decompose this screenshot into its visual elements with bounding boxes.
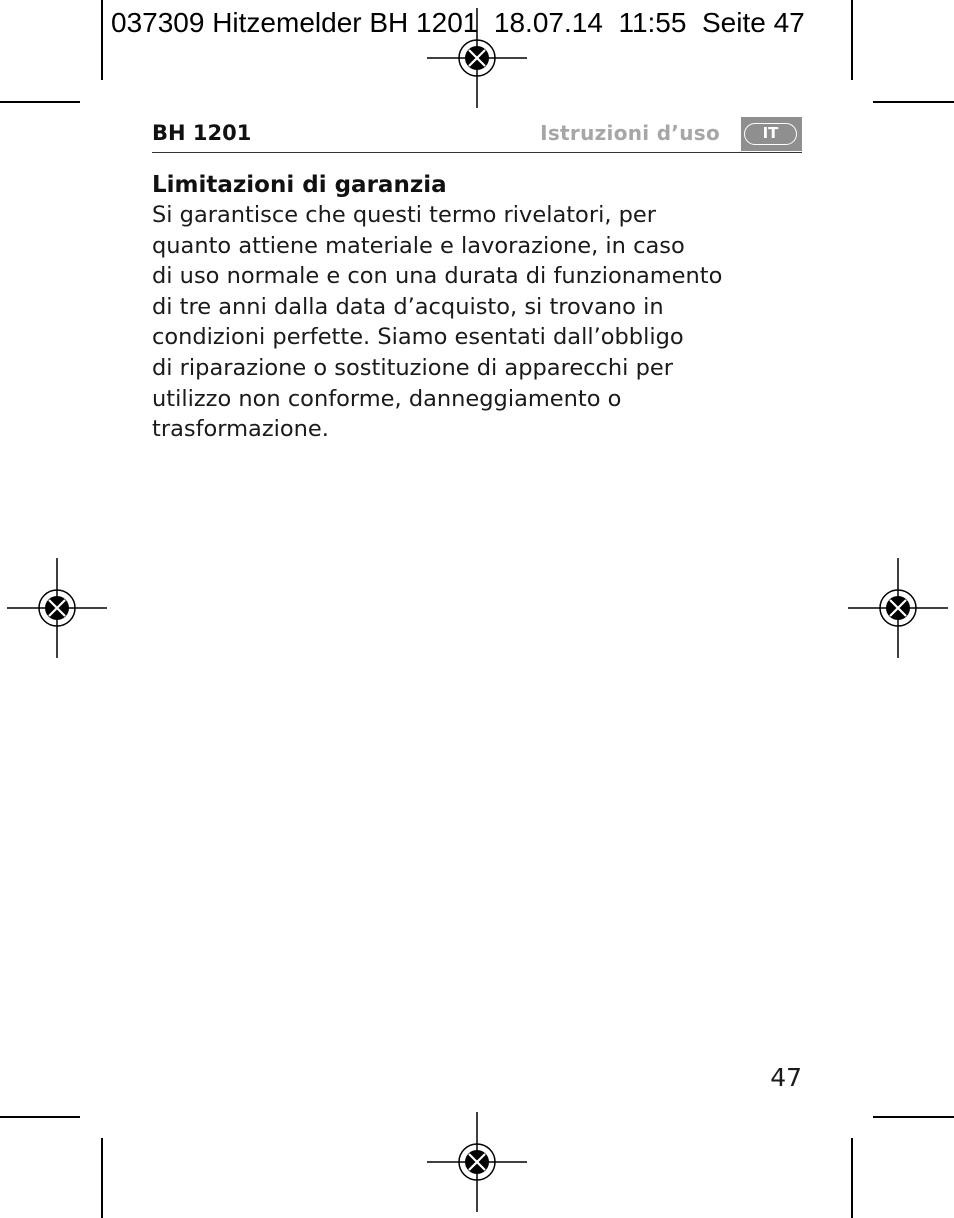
paragraph-line: utilizzo non conforme, danneggiamento o	[152, 385, 622, 412]
warranty-paragraph	[152, 200, 852, 445]
crop-mark-top-right-vertical	[851, 0, 853, 80]
running-header	[152, 118, 802, 153]
crop-mark-bottom-right-horizontal	[873, 1116, 954, 1118]
crop-mark-top-right-horizontal	[873, 101, 954, 103]
crop-mark-top-left-vertical	[101, 0, 103, 80]
crop-mark-bottom-left-horizontal	[0, 1116, 80, 1118]
paragraph-line: di riparazione o sostituzione di apparecchi per	[152, 354, 673, 381]
language-tab	[741, 117, 802, 151]
print-slug: 037309 Hitzemelder BH 1201 18.07.14 11:55 Seite 47	[111, 7, 805, 38]
registration-target-icon	[7, 558, 107, 658]
paragraph-line: trasformazione.	[152, 416, 329, 443]
paragraph-line: Si garantisce che questi termo rivelatori, per	[152, 202, 656, 228]
crop-mark-bottom-left-vertical	[101, 1138, 103, 1218]
registration-target-icon	[427, 1112, 527, 1212]
paragraph-line: di uso normale e con una durata di funzionamento	[152, 263, 723, 290]
model-name: BH 1201	[152, 121, 252, 145]
page-number: 47	[770, 1063, 802, 1092]
registration-target-icon	[427, 8, 527, 108]
section-title: Istruzioni d’uso	[540, 121, 720, 145]
crop-mark-top-left-horizontal	[0, 101, 80, 103]
paragraph-line: quanto attiene materiale e lavorazione, in caso	[152, 232, 685, 259]
paragraph-line: condizioni perfette. Siamo esentati dall’obbligo	[152, 324, 684, 351]
section-heading: Limitazioni di garanzia	[152, 172, 447, 198]
paragraph-line: di tre anni dalla data d’acquisto, si trovano in	[152, 293, 664, 320]
crop-mark-bottom-right-vertical	[851, 1138, 853, 1218]
language-badge: IT	[744, 123, 797, 145]
registration-target-icon	[848, 558, 948, 658]
